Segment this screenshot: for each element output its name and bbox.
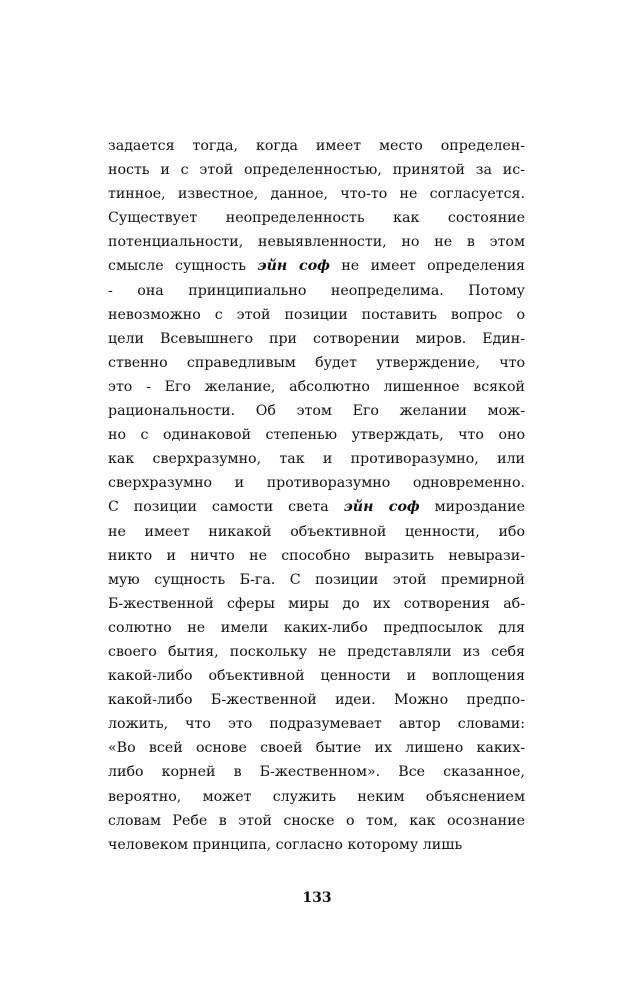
text-line: ственно справедливым будет утверждение, что [108, 354, 525, 371]
text-line: тинное, известное, данное, что-то не согласуется. [108, 186, 525, 203]
text-line: вероятно, может служить неким объяснением [108, 788, 525, 805]
text-line: никто и ничто не способно выразить невырази- [108, 547, 525, 564]
text-line: сверхразумно и противоразумно одновременно. [108, 475, 525, 492]
text-line: это - Его желание, абсолютно лишенное всякой [108, 378, 525, 395]
text-line: ность и с этой определенностью, принятой за ис- [108, 162, 525, 179]
text-line: какой-либо объективной ценности и воплощения [108, 668, 525, 685]
text-line: потенциальности, невыявленности, но не в этом [108, 234, 525, 251]
text-line: Б-жественной сферы миры до их сотворения аб- [108, 595, 525, 612]
page-number: 133 [302, 890, 332, 906]
text-line: либо корней в Б-жественном». Все сказанное, [108, 764, 525, 781]
text-line: мую сущность Б-га. С позиции этой премирной [108, 571, 525, 588]
text-line: солютно не имели каких-либо предпосылок для [108, 619, 525, 636]
text-line: задается тогда, когда имеет место определен- [108, 138, 525, 154]
text-line: ложить, что это подразумевает автор словами: [108, 716, 525, 733]
text-line: рациональности. Об этом Его желании мож- [108, 403, 525, 420]
text-line: Существует неопределенность как состояние [108, 210, 525, 227]
text-line: какой-либо Б-жественной идеи. Можно предпо- [108, 692, 525, 709]
text-line: своего бытия, поскольку не представляли из себя [108, 643, 525, 660]
text-line: словам Ребе в этой сноске о том, как осознание [108, 812, 525, 829]
body-text [108, 134, 525, 857]
emphasized-term: эйн соф [343, 499, 420, 516]
text-line: не имеет никакой объективной ценности, ибо [108, 523, 525, 540]
text-line: человеком принципа, согласно которому лишь [108, 836, 463, 853]
emphasized-term: эйн соф [257, 258, 330, 275]
text-line: как сверхразумно, так и противоразумно, или [108, 451, 525, 468]
text-line: но с одинаковой степенью утверждать, что оно [108, 427, 525, 444]
text-line: цели Всевышнего при сотворении миров. Един- [108, 330, 525, 347]
text-line: смысле сущность эйн соф не имеет определения [108, 258, 525, 275]
text-line: - она принципиально неопределима. Потому [108, 282, 525, 299]
text-line: С позиции самости света эйн соф мироздание [108, 499, 525, 516]
text-line: невозможно с этой позиции поставить вопрос о [108, 306, 525, 323]
text-line: «Во всей основе своей бытие их лишено каких- [108, 740, 525, 757]
